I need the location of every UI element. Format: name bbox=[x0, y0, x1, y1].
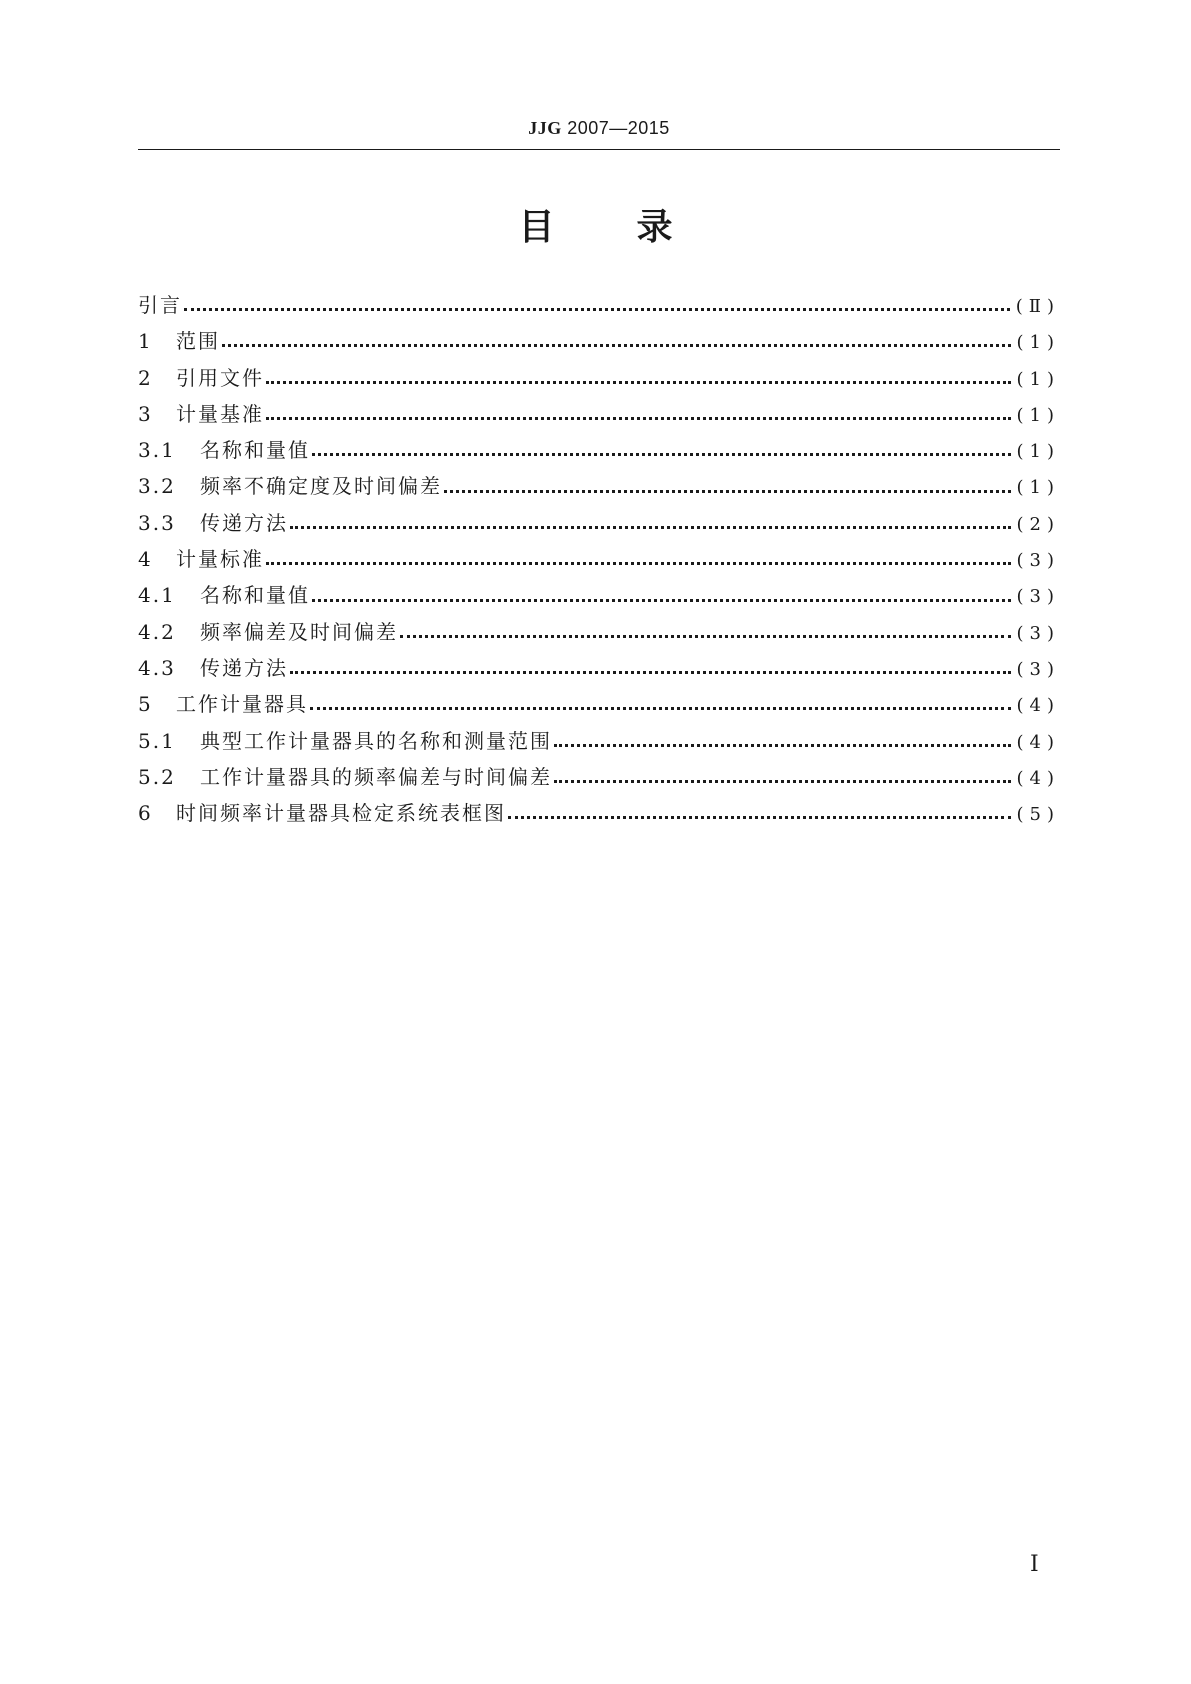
toc-entry-title: 典型工作计量器具的名称和测量范围 bbox=[200, 728, 552, 753]
toc-entry-3-2[interactable] bbox=[138, 468, 1060, 504]
toc-entry-number: 5.1 bbox=[138, 728, 176, 753]
toc-entry-page: (4) bbox=[1016, 731, 1060, 753]
toc-entry-3-3[interactable] bbox=[138, 505, 1060, 541]
toc-entry-page: (2) bbox=[1016, 513, 1060, 535]
standard-code-number: 2007—2015 bbox=[561, 118, 670, 138]
toc-entry-page: (4) bbox=[1016, 695, 1060, 717]
toc-entry-number: 2 bbox=[138, 365, 153, 390]
dot-leader bbox=[290, 658, 1011, 678]
dot-leader bbox=[554, 731, 1011, 751]
dot-leader bbox=[266, 404, 1011, 424]
toc-entry-title: 传递方法 bbox=[200, 655, 288, 680]
page-number: Ⅰ bbox=[1030, 1552, 1039, 1577]
toc-entry-page: (4) bbox=[1016, 767, 1060, 789]
toc-entry-number: 1 bbox=[138, 329, 153, 354]
toc-entry-page: (1) bbox=[1016, 404, 1060, 426]
toc-entry-number: 5.2 bbox=[138, 764, 176, 789]
dot-leader bbox=[400, 622, 1011, 642]
toc-entry-title: 时间频率计量器具检定系统表框图 bbox=[176, 801, 506, 826]
toc-entry-5-2[interactable] bbox=[138, 759, 1060, 795]
toc-entry-title: 工作计量器具的频率偏差与时间偏差 bbox=[200, 764, 552, 789]
toc-entry-page: (1) bbox=[1016, 368, 1060, 390]
toc-entry-title: 引言 bbox=[138, 293, 182, 317]
toc-title bbox=[0, 204, 1191, 252]
toc-entry-page: (3) bbox=[1016, 658, 1060, 680]
toc-entry-5[interactable] bbox=[138, 686, 1060, 722]
toc-entry-title: 名称和量值 bbox=[200, 583, 310, 608]
toc-title-char-1: 目 bbox=[518, 207, 555, 248]
toc-entry-3-1[interactable] bbox=[138, 432, 1060, 468]
toc-entry-page: (5) bbox=[1016, 804, 1060, 826]
toc-entry-title: 传递方法 bbox=[200, 510, 288, 535]
toc-entry-title: 范围 bbox=[176, 329, 220, 354]
toc-entry-title: 频率不确定度及时间偏差 bbox=[200, 474, 442, 499]
dot-leader bbox=[290, 513, 1011, 533]
toc-entry-number: 4.1 bbox=[138, 583, 176, 608]
toc-entry-page: (1) bbox=[1016, 441, 1060, 463]
toc-entry-1[interactable] bbox=[138, 323, 1060, 359]
toc-title-char-2: 录 bbox=[636, 207, 673, 248]
dot-leader bbox=[222, 331, 1011, 351]
toc-entry-title: 名称和量值 bbox=[200, 438, 310, 463]
toc-entry-4-1[interactable] bbox=[138, 577, 1060, 613]
header-rule bbox=[138, 149, 1060, 150]
toc-entry-page: (1) bbox=[1016, 332, 1060, 354]
toc-entry-3[interactable] bbox=[138, 396, 1060, 432]
toc-entry-page: (3) bbox=[1016, 550, 1060, 572]
toc-entry-4-3[interactable] bbox=[138, 650, 1060, 686]
toc-entry-number: 4 bbox=[138, 547, 153, 572]
toc-entry-number: 3.3 bbox=[138, 510, 176, 535]
dot-leader bbox=[444, 477, 1011, 497]
dot-leader bbox=[312, 586, 1011, 606]
dot-leader bbox=[554, 767, 1011, 787]
toc-entry-4[interactable] bbox=[138, 541, 1060, 577]
dot-leader bbox=[310, 694, 1011, 714]
toc-entry-title: 引用文件 bbox=[176, 365, 264, 390]
toc-entry-number: 3 bbox=[138, 401, 153, 426]
dot-leader bbox=[184, 295, 1010, 315]
toc-entry-number: 3.1 bbox=[138, 438, 176, 463]
dot-leader bbox=[312, 440, 1011, 460]
toc-entry-number: 4.2 bbox=[138, 619, 176, 644]
toc-entry-number: 6 bbox=[138, 801, 153, 826]
toc-entry-title: 计量标准 bbox=[176, 547, 264, 572]
toc-entry-number: 4.3 bbox=[138, 655, 176, 680]
standard-code-prefix: JJG bbox=[528, 118, 562, 138]
dot-leader bbox=[266, 549, 1011, 569]
toc-entry-intro[interactable] bbox=[138, 287, 1060, 323]
toc-entry-2[interactable] bbox=[138, 360, 1060, 396]
toc-list bbox=[138, 287, 1060, 831]
toc-entry-number: 3.2 bbox=[138, 474, 176, 499]
toc-entry-title: 计量基准 bbox=[176, 401, 264, 426]
dot-leader bbox=[266, 368, 1011, 388]
toc-entry-title: 工作计量器具 bbox=[176, 692, 308, 717]
toc-entry-page: (3) bbox=[1016, 622, 1060, 644]
toc-entry-5-1[interactable] bbox=[138, 723, 1060, 759]
toc-entry-6[interactable] bbox=[138, 795, 1060, 831]
toc-entry-page: (3) bbox=[1016, 586, 1060, 608]
dot-leader bbox=[508, 803, 1011, 823]
toc-entry-page: (1) bbox=[1016, 477, 1060, 499]
toc-entry-number: 5 bbox=[138, 692, 153, 717]
toc-entry-4-2[interactable] bbox=[138, 614, 1060, 650]
running-header bbox=[138, 118, 1060, 139]
toc-entry-page: (Ⅱ) bbox=[1015, 296, 1060, 317]
toc-entry-title: 频率偏差及时间偏差 bbox=[200, 619, 398, 644]
